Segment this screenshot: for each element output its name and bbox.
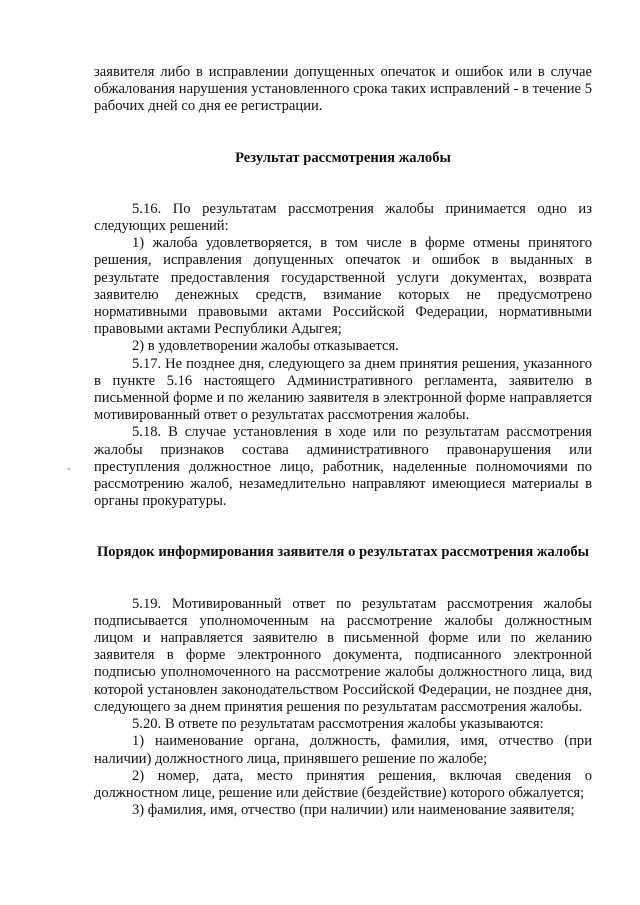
spacer (94, 527, 592, 544)
spacer (94, 133, 592, 150)
paragraph-5-20: 5.20. В ответе по результатам рассмотрения жалобы указываются: (132, 716, 544, 733)
spacer (94, 184, 592, 201)
paragraph-5-18: 5.18. В случае установления в ходе или по результатам рассмотрения жалобы признаков состава административного правонарушения или преступления должностное лицо, работник, наделенные полномочиями по рассмотрению жалоб, незамедлительно направляют имеющиеся материалы в органы прокуратуры. (94, 424, 592, 510)
section-heading-result: Результат рассмотрения жалобы (235, 149, 451, 166)
paragraph-5-16-item-1: 1) жалоба удовлетворяется, в том числе в форме отмены принятого решения, исправления допущенных опечаток и ошибок в выданных в результате предоставления государственной услуги документах, возврата заявителю денежных средств, взимание которых не предусмотрено нормативными правовыми актами Российской Федерации, нормативными правовыми актами Республики Адыгея; (94, 235, 592, 338)
paragraph-5-20-item-1: 1) наименование органа, должность, фамилия, имя, отчество (при наличии) должностного лица, принявшего решение по жалобе; (94, 733, 592, 767)
paragraph-5-16-item-2: 2) в удовлетворении жалобы отказывается. (132, 338, 399, 355)
spacer (94, 579, 592, 596)
paragraph-5-16: 5.16. По результатам рассмотрения жалобы принимается одно из следующих решений: (94, 200, 592, 235)
document-page (94, 64, 592, 819)
scan-speck (68, 468, 70, 470)
section-heading-informing: Порядок информирования заявителя о результатах рассмотрения жалобы (96, 544, 590, 561)
paragraph-5-20-item-2: 2) номер, дата, место принятия решения, включая сведения о должностном лице, решение или действие (бездействие) которого обжалуется; (94, 767, 592, 801)
intro-paragraph: заявителя либо в исправлении допущенных опечаток и ошибок или в случае обжалования нарушения установленного срока таких исправлений - в течение 5 рабочих дней со дня ее регистрации. (94, 64, 592, 115)
spacer (94, 167, 592, 184)
paragraph-5-17: 5.17. Не позднее дня, следующего за днем принятия решения, указанного в пункте 5.16 настоящего Административного регламента, заявителю в письменной форме и по желанию заявителя в электронной форме направляется мотивированный ответ о результатах рассмотрения жалобы. (94, 355, 592, 424)
spacer (94, 510, 592, 527)
paragraph-5-20-item-3: 3) фамилия, имя, отчество (при наличии) или наименование заявителя; (132, 802, 575, 819)
paragraph-5-19: 5.19. Мотивированный ответ по результатам рассмотрения жалобы подписывается уполномоченным на рассмотрение жалобы должностным лицом и направляется заявителю в письменной форме или по желанию заявителя в форме электронного документа, подписанного электронной подписью уполномоченного на рассмотрение жалобы должностного лица, вид которой установлен законодательством Российской Федерации, не позднее дня, следующего за днем принятия решения по результатам рассмотрения жалобы. (94, 595, 592, 715)
spacer (94, 562, 592, 579)
spacer (94, 116, 592, 133)
